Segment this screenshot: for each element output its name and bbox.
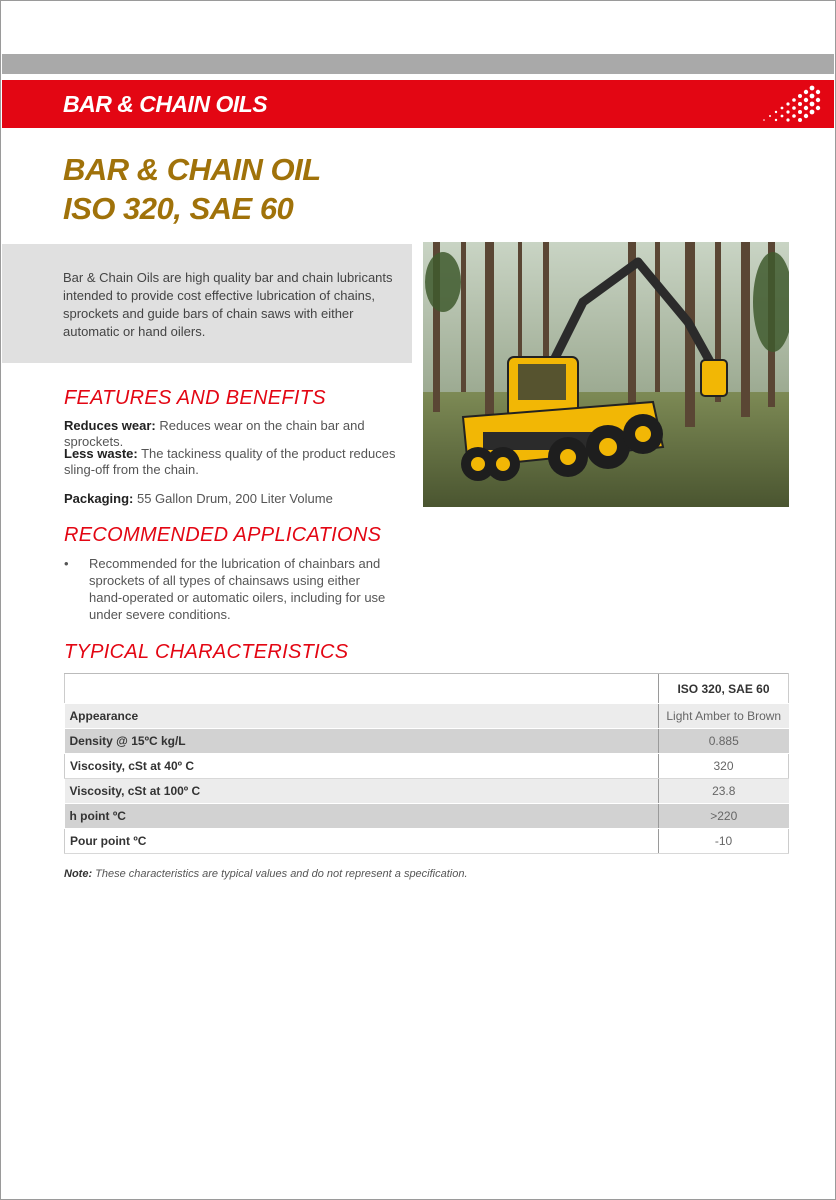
feature-label: Less waste: xyxy=(64,446,138,461)
table-row xyxy=(65,729,789,754)
bullet-marker: • xyxy=(64,556,69,571)
section-header-band xyxy=(2,80,834,128)
product-title-line2: ISO 320, SAE 60 xyxy=(63,191,294,226)
row-value: Light Amber to Brown xyxy=(659,704,789,729)
characteristics-heading: TYPICAL CHARACTERISTICS xyxy=(64,641,349,663)
intro-text: Bar & Chain Oils are high quality bar and chain lubricants intended to provide cost effective lubrication of chains, sprockets and guide bars of chain saws with either automatic or hand oilers. xyxy=(63,270,393,339)
characteristics-table xyxy=(64,673,789,854)
feature-text: The tackiness quality of the product reduces sling-off from the chain. xyxy=(64,446,396,477)
feature-packaging xyxy=(64,491,409,507)
table-note xyxy=(64,868,468,880)
section-title: BAR & CHAIN OILS xyxy=(63,91,268,117)
row-value: 0.885 xyxy=(659,729,789,754)
table-column-header: ISO 320, SAE 60 xyxy=(659,674,789,704)
forest-harvester-photo xyxy=(423,242,789,507)
feature-text: 55 Gallon Drum, 200 Liter Volume xyxy=(133,491,333,506)
feature-text: Reduces wear on the chain bar and sprockets. xyxy=(64,418,365,449)
row-label: h point ºC xyxy=(65,804,659,829)
row-value: 23.8 xyxy=(659,779,789,804)
feature-less-waste xyxy=(64,446,409,478)
row-value: >220 xyxy=(659,804,789,829)
row-label: Appearance xyxy=(65,704,659,729)
top-gray-strip xyxy=(2,54,834,74)
table-row xyxy=(65,754,789,779)
halftone-dots-decoration xyxy=(752,82,822,126)
row-label: Density @ 15ºC kg/L xyxy=(65,729,659,754)
row-label: Viscosity, cSt at 40º C xyxy=(65,754,659,779)
note-text: These characteristics are typical values and do not represent a specification. xyxy=(92,868,468,880)
row-label: Pour point ºC xyxy=(65,829,659,854)
table-header-empty xyxy=(65,674,659,704)
table-row xyxy=(65,829,789,854)
feature-label: Packaging: xyxy=(64,491,134,506)
intro-box xyxy=(2,244,412,363)
table-row xyxy=(65,779,789,804)
row-value: 320 xyxy=(659,754,789,779)
product-title-line1: BAR & CHAIN OIL xyxy=(63,152,321,187)
table-header-row xyxy=(65,674,789,704)
row-value: -10 xyxy=(659,829,789,854)
table-row xyxy=(65,704,789,729)
table-row xyxy=(65,804,789,829)
row-label: Viscosity, cSt at 100º C xyxy=(65,779,659,804)
feature-label: Reduces wear: xyxy=(64,418,156,433)
product-title xyxy=(63,150,321,228)
note-label: Note: xyxy=(64,868,93,880)
features-heading: FEATURES AND BENEFITS xyxy=(64,387,326,409)
applications-heading: RECOMMENDED APPLICATIONS xyxy=(64,524,382,546)
application-text: Recommended for the lubrication of chainbars and sprockets of all types of chainsaws using either hand-operated or automatic oilers, including for use under severe conditions. xyxy=(89,556,386,622)
